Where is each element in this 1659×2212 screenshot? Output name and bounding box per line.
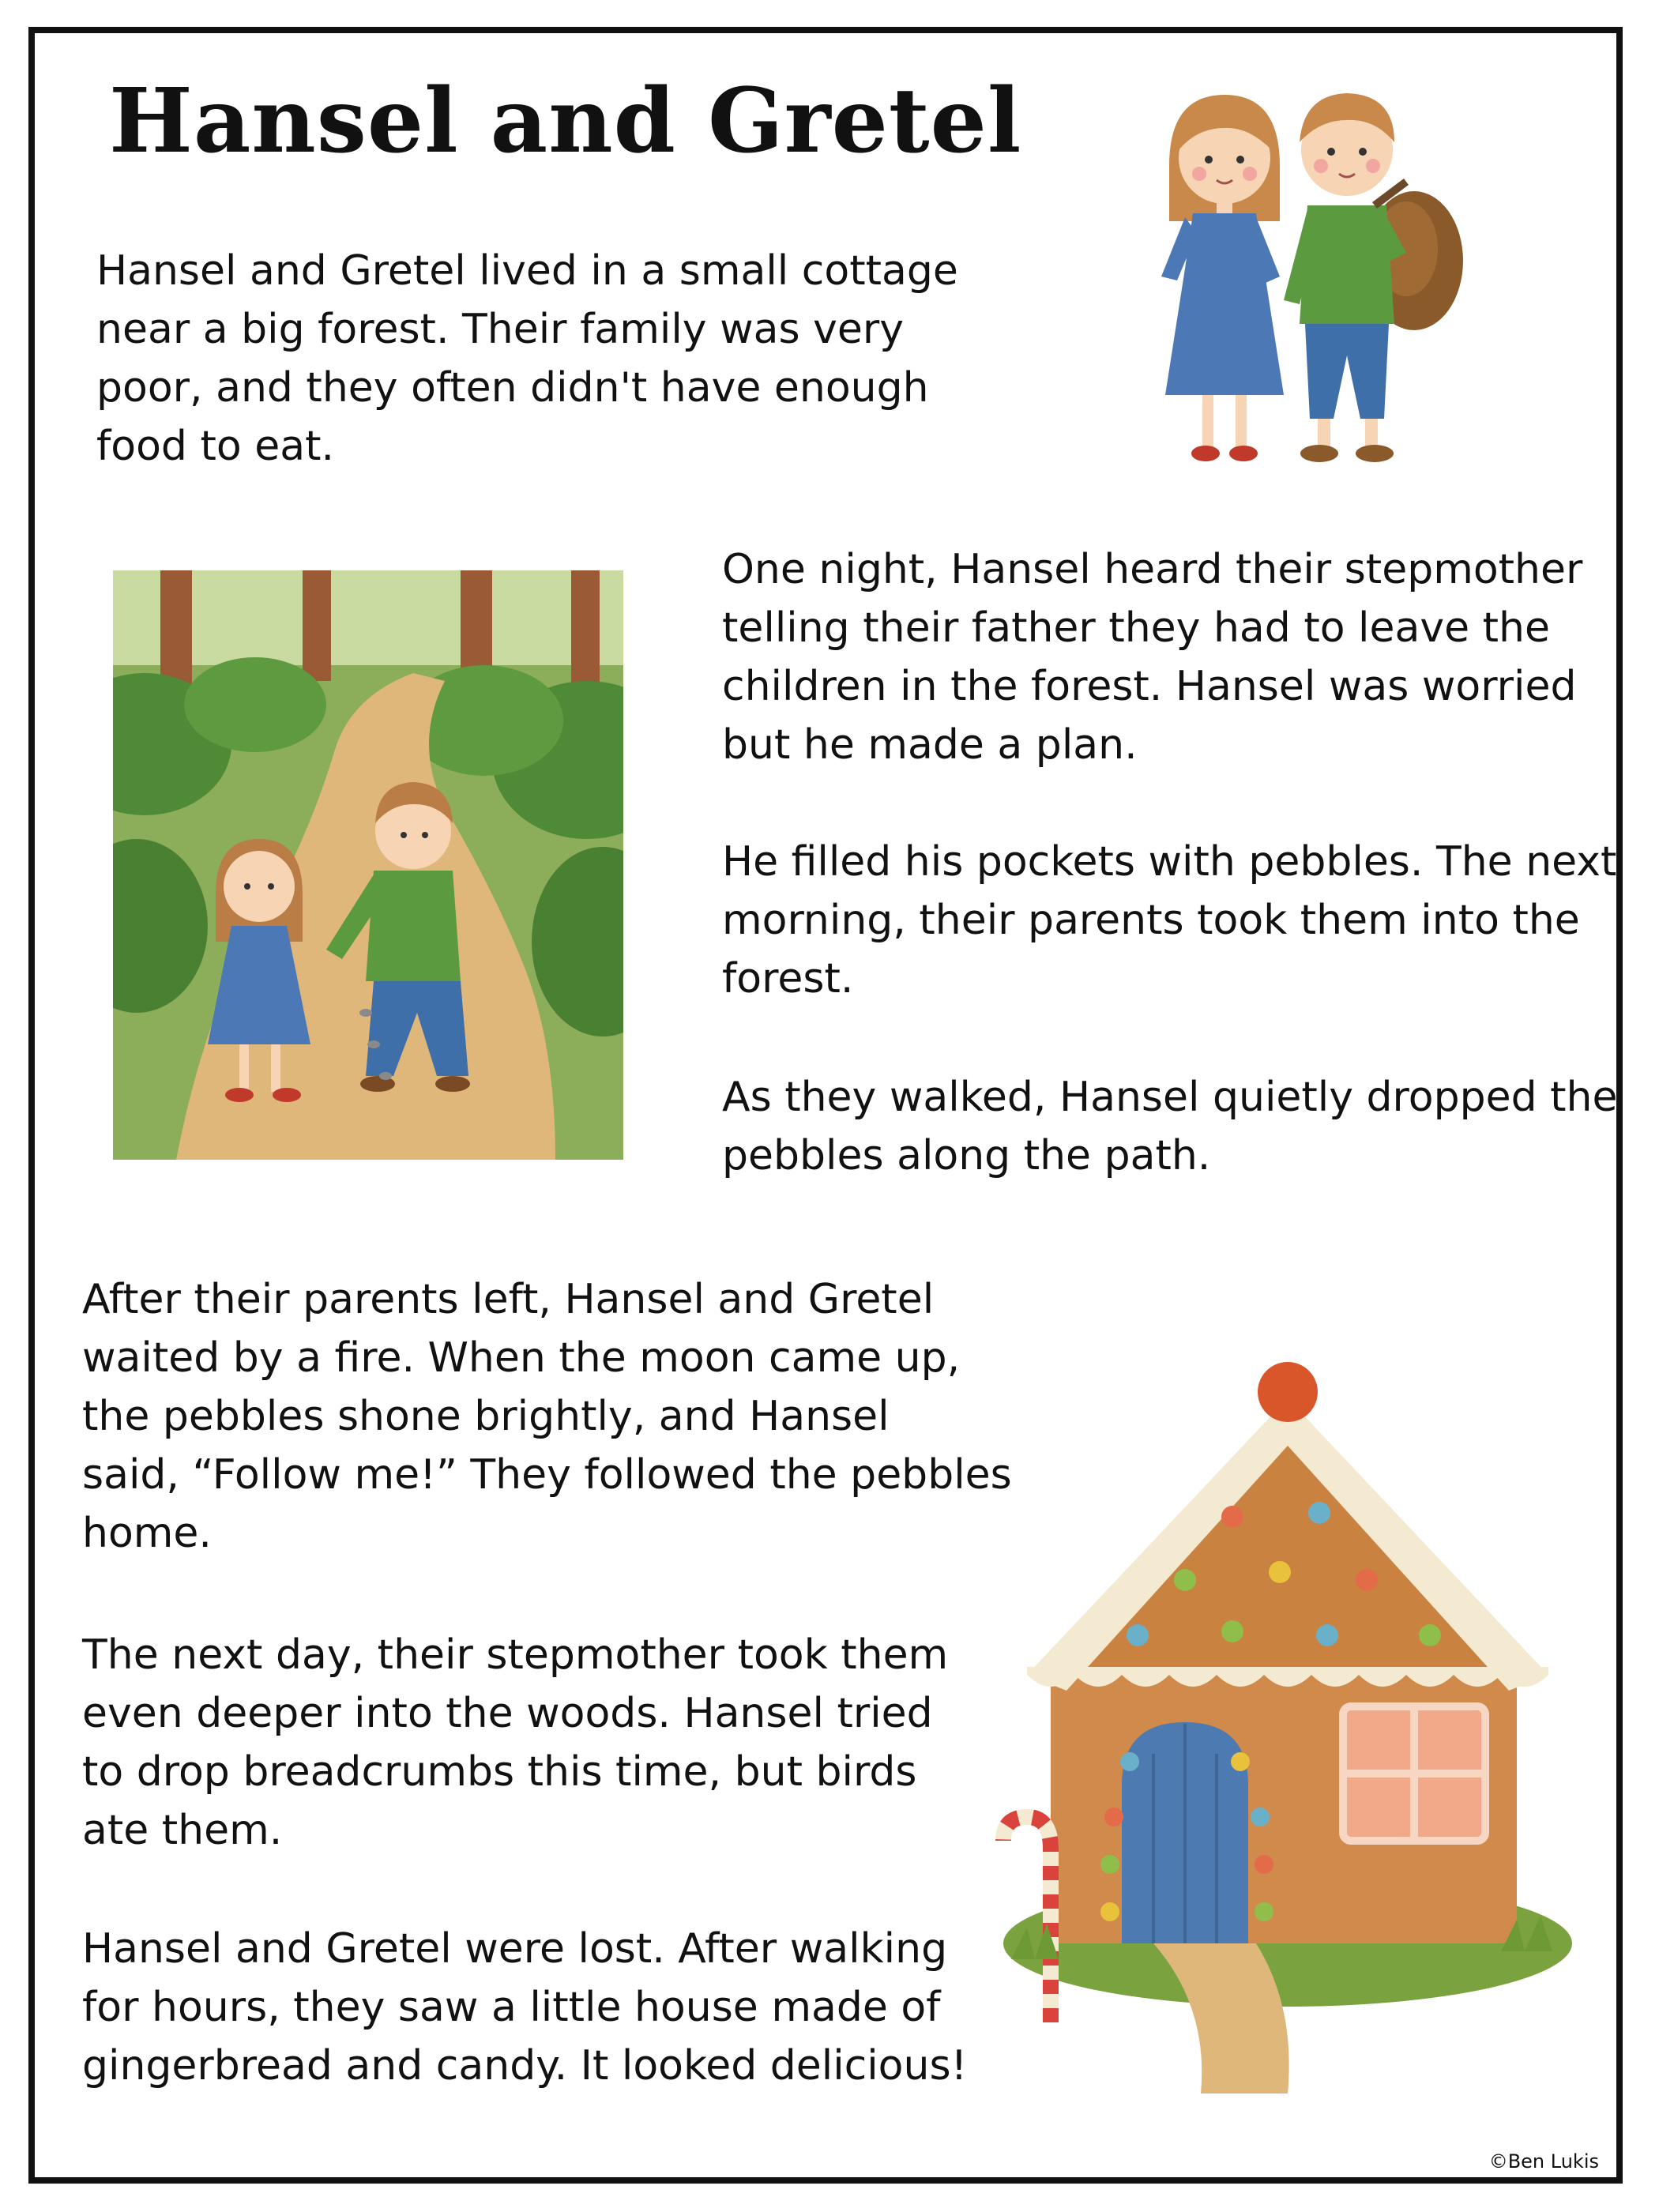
story-paragraph-5: After their parents left, Hansel and Gretel waited by a fire. When the moon came up, the pebbles shone brightly, and Hansel said, “Follow me!” They followed the pebbles home. bbox=[82, 1276, 1012, 1557]
story-paragraph-7: Hansel and Gretel were lost. After walking for hours, they saw a little house made of gingerbread and candy. It looked delicious! bbox=[82, 1925, 968, 2090]
copyright-notice: ©Ben Lukis bbox=[1488, 2150, 1599, 2172]
gingerbread-house-illustration bbox=[995, 1343, 1580, 2101]
story-paragraph-3: He filled his pockets with pebbles. The next morning, their parents took them into the forest. bbox=[722, 838, 1617, 1003]
forest-path-illustration bbox=[113, 570, 623, 1160]
story-paragraph-1: Hansel and Gretel lived in a small cottage near a big forest. Their family was very poor, and they often didn't have enough food to eat. bbox=[96, 247, 958, 470]
story-paragraph-2: One night, Hansel heard their stepmother telling their father they had to leave the children in the forest. Hansel was worried but he made a plan. bbox=[722, 546, 1583, 769]
hansel-gretel-illustration bbox=[1138, 63, 1469, 490]
story-paragraph-4: As they walked, Hansel quietly dropped the pebbles along the path. bbox=[722, 1074, 1618, 1179]
story-paragraph-6: The next day, their stepmother took them even deeper into the woods. Hansel tried to drop breadcrumbs this time, but birds ate them. bbox=[82, 1631, 949, 1854]
page-title: Hansel and Gretel bbox=[109, 70, 1022, 173]
